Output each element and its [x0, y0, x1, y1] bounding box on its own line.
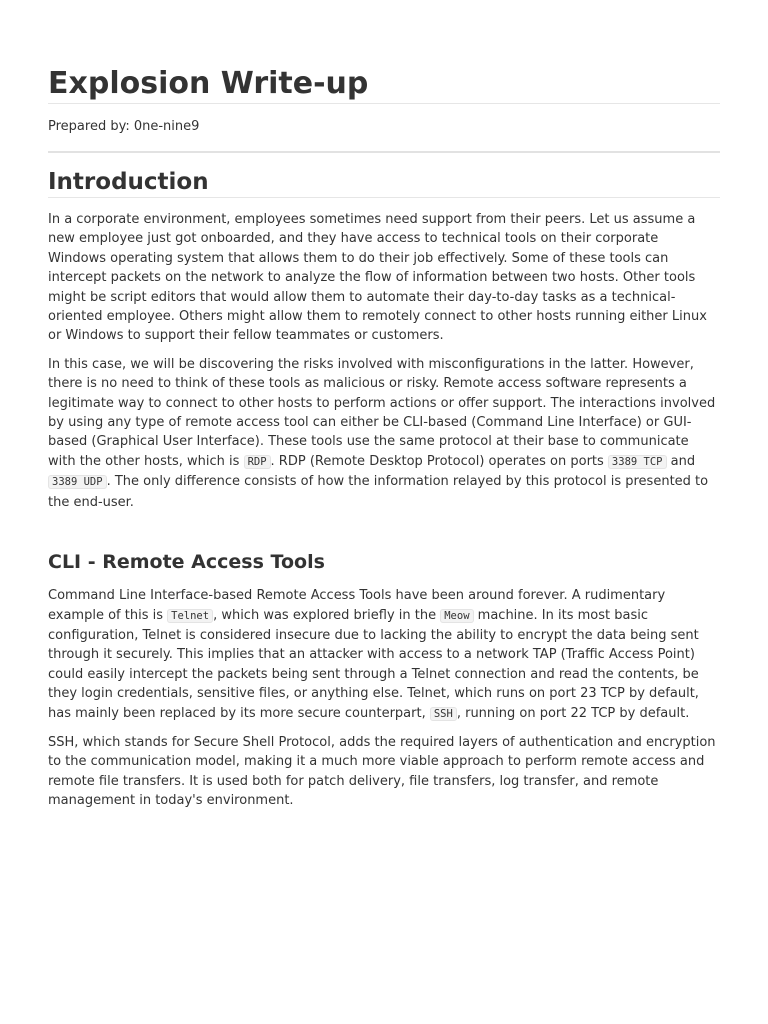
- inline-code-3389-udp: 3389 UDP: [48, 475, 107, 489]
- cli-tools-heading: CLI - Remote Access Tools: [48, 551, 325, 574]
- introduction-heading: Introduction: [48, 168, 720, 198]
- introduction-paragraph-2: [48, 355, 720, 512]
- cli-tools-paragraph-1: [48, 586, 720, 724]
- inline-code-3389-tcp: 3389 TCP: [608, 455, 667, 469]
- text-span: Command Line Interface-based Remote Access Tools have been around forever. A rudimentary example of this is: [48, 588, 666, 623]
- prepared-by: Prepared by: 0ne-nine9: [48, 119, 200, 134]
- inline-code-rdp: RDP: [244, 455, 271, 469]
- cli-tools-paragraph-2: SSH, which stands for Secure Shell Protocol, adds the required layers of authentication and encryption to the communication model, making it a much more viable approach to perform remote access and remote file transfers. It is used both for patch delivery, file transfers, log transfer, and remote management in today's environment.: [48, 734, 716, 809]
- divider: [48, 151, 720, 153]
- introduction-paragraph-1: In a corporate environment, employees sometimes need support from their peers. Let us assume a new employee just got onboarded, and they have access to technical tools on their corporate Windows operating system that allows them to do their job effectively. Some of these tools can intercept packets on the network to analyze the flow of information between two hosts. Other tools might be script editors that would allow them to automate their day-to-day tasks as a technical-oriented employee. Others might allow them to remotely connect to other hosts running either Linux or Windows to support their fellow teammates or customers.: [48, 212, 707, 344]
- inline-code-ssh: SSH: [430, 707, 457, 721]
- text-span: In this case, we will be discovering the risks involved with misconfigurations in the latter. However, there is no need to think of these tools as malicious or risky. Remote access software represents a legitimate way to connect to other hosts to perform actions or offer support. The interactions involved by using any type of remote access tool can either be CLI-based (Command Line Interface) or GUI-based (Graphical User Interface). These tools use the same protocol at their base to communicate with the other hosts, which is: [48, 356, 716, 469]
- text-span: , running on port 22 TCP by default.: [456, 705, 690, 721]
- text-span: . RDP (Remote Desktop Protocol) operates on ports: [270, 453, 608, 469]
- text-span: , which was explored briefly in the: [213, 607, 441, 623]
- text-span: machine. In its most basic configuration, Telnet is considered insecure due to lacking the ability to encrypt the data being sent through it securely. This implies that an attacker with access to a network TAP (Traffic Access Point) could easily intercept the packets being sent through a Telnet connection and read the contents, be they login credentials, sensitive files, or anything else. Telnet, which runs on port 23 TCP by default, has mainly been replaced by its more secure counterpart,: [48, 607, 699, 721]
- text-span: . The only difference consists of how the information relayed by this protocol is presented to the end-user.: [48, 474, 709, 510]
- text-span: and: [666, 453, 696, 469]
- inline-code-meow: Meow: [440, 609, 473, 623]
- document-title: Explosion Write-up: [48, 66, 720, 104]
- inline-code-telnet: Telnet: [167, 609, 213, 623]
